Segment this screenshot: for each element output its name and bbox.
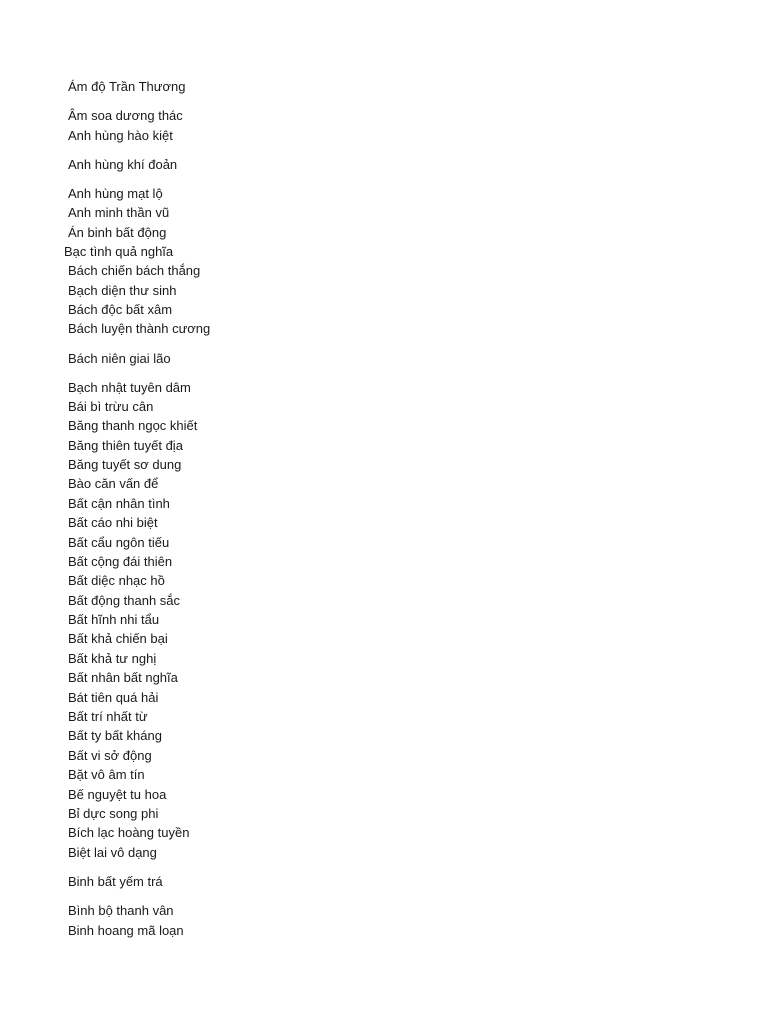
text-line: Băng thiên tuyết địa bbox=[68, 438, 183, 453]
text-line: Bỉ dực song phi bbox=[68, 806, 159, 821]
text-line: Bất khả chiến bại bbox=[68, 631, 168, 646]
text-line: Anh hùng khí đoản bbox=[68, 157, 178, 172]
text-line: Bất cận nhân tình bbox=[68, 496, 170, 511]
text-line: Án binh bất động bbox=[68, 225, 167, 240]
text-line: Bặt vô âm tín bbox=[68, 767, 145, 782]
text-line: Bạc tình quả nghĩa bbox=[64, 244, 174, 259]
text-line: Bách độc bất xâm bbox=[68, 302, 173, 317]
text-line: Anh hùng hào kiệt bbox=[68, 128, 173, 143]
text-line: Bất cáo nhi biệt bbox=[68, 515, 158, 530]
text-line: Bất vi sở động bbox=[68, 748, 152, 763]
text-line: Ám độ Trần Thương bbox=[68, 79, 186, 94]
text-line: Bạch nhật tuyên dâm bbox=[68, 380, 191, 395]
text-line: Bất ty bất kháng bbox=[68, 728, 162, 743]
text-line: Bách chiến bách thắng bbox=[68, 263, 201, 278]
text-line: Bào căn vấn để bbox=[68, 476, 159, 491]
text-line: Bất nhân bất nghĩa bbox=[68, 670, 178, 685]
text-line: Âm soa dương thác bbox=[68, 108, 183, 123]
text-line: Binh bất yếm trá bbox=[68, 874, 163, 889]
text-line: Anh minh thần vũ bbox=[68, 205, 170, 220]
text-line: Bất diệc nhạc hồ bbox=[68, 573, 165, 588]
text-line: Bất khả tư nghị bbox=[68, 651, 157, 666]
text-line: Bất động thanh sắc bbox=[68, 593, 181, 608]
text-line: Biệt lai vô dạng bbox=[68, 845, 157, 860]
text-line: Bế nguyệt tu hoa bbox=[68, 787, 167, 802]
text-line: Binh hoang mã loạn bbox=[68, 923, 184, 938]
text-line: Bạch diện thư sinh bbox=[68, 283, 177, 298]
text-line: Bất trí nhất từ bbox=[68, 709, 148, 724]
text-line: Bất cẩu ngôn tiếu bbox=[68, 535, 170, 550]
text-line: Anh hùng mạt lộ bbox=[68, 186, 163, 201]
text-line: Băng thanh ngọc khiết bbox=[68, 418, 198, 433]
text-line: Bất cộng đái thiên bbox=[68, 554, 173, 569]
text-line: Bách luyện thành cương bbox=[68, 321, 211, 336]
text-line: Bái bì trừu cân bbox=[68, 399, 154, 414]
text-line: Bất hĩnh nhi tẩu bbox=[68, 612, 160, 627]
text-line: Bách niên giai lão bbox=[68, 351, 171, 366]
text-line: Bích lạc hoàng tuyền bbox=[68, 825, 190, 840]
text-line: Băng tuyết sơ dung bbox=[68, 457, 182, 472]
text-line: Bát tiên quá hải bbox=[68, 690, 159, 705]
text-line: Bình bộ thanh vân bbox=[68, 903, 174, 918]
